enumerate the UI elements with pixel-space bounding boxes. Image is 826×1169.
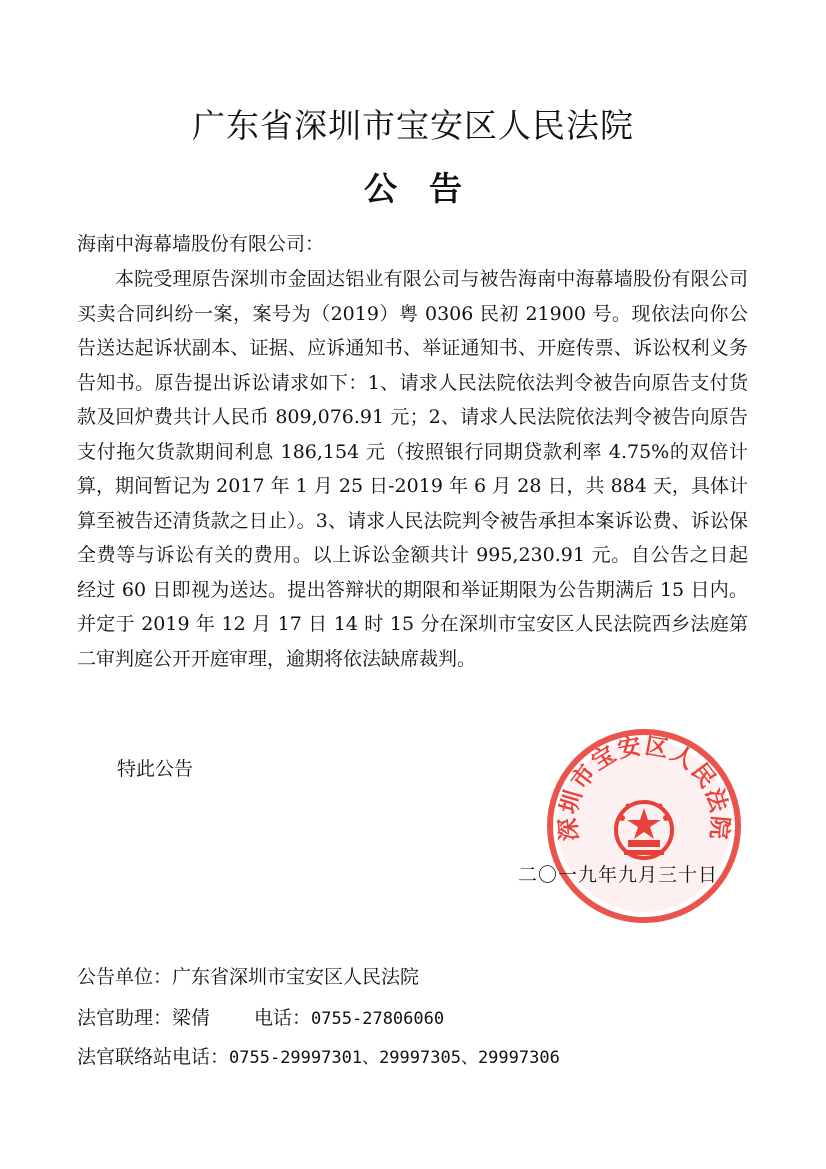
footer-station-value: 0755-29997301、29997305、29997306 (229, 1048, 560, 1068)
footer-unit-value: 广东省深圳市宝安区人民法院 (172, 966, 420, 988)
footer-phone-value: 0755-27806060 (311, 1009, 445, 1029)
title-char-1: 公 (364, 169, 397, 208)
footer-phone-label: 电话： (254, 1007, 312, 1029)
title-char-2: 告 (429, 169, 462, 208)
notice-date: 二〇一九年九月三十日 (518, 864, 719, 886)
footer-unit (77, 962, 419, 989)
footer-assistant (77, 1003, 444, 1030)
seal-text: 深圳市宝安区人民法院 (555, 733, 733, 843)
addressee: 海南中海幕墙股份有限公司： (77, 233, 325, 255)
footer-unit-label: 公告单位： (77, 966, 173, 988)
court-name: 广东省深圳市宝安区人民法院 (192, 106, 634, 145)
footer-assistant-name: 梁倩 (172, 1007, 211, 1029)
closing-text: 特此公告 (117, 758, 194, 780)
footer-station-label: 法官联络站电话： (77, 1046, 230, 1068)
court-seal-stamp (544, 726, 744, 926)
notice-body: 本院受理原告深圳市金固达铝业有限公司与被告海南中海幕墙股份有限公司买卖合同纠纷一案，案号为（2019）粤 0306 民初 21900 号。现依法向你公告送达起诉状副本、证据、应诉通知书、举证通知书、开庭传票、诉讼权利义务告知书。原告提出诉讼请求如下：1、请求人民法院依法判令被告向原告支付货款及回炉费共计人民币 809,076.91 元；2、请求人民法院依法判令被告向原告支付拖欠货款期间利息 186,154 元（按照银行同期贷款利率 4.75%的双倍计算，期间暂记为 2017 年 1 月 25 日-2019 年 6 月 28 日，共 884 天，具体计算至被告还清货款之日止）。3、请求人民法院判令被告承担本案诉讼费、诉讼保全费等与诉讼有关的费用。以上诉讼金额共计 995,230.91 元。自公告之日起经过 60 日即视为送达。提出答辩状的期限和举证期限为公告期满后 15 日内。并定于 2019 年 12 月 17 日 14 时 15 分在深圳市宝安区人民法院西乡法庭第二审判庭公开开庭审理，逾期将依法缺席裁判。 (77, 268, 748, 670)
footer-station (77, 1042, 560, 1069)
footer-assistant-label: 法官助理： (77, 1007, 173, 1029)
notice-title (0, 163, 826, 210)
